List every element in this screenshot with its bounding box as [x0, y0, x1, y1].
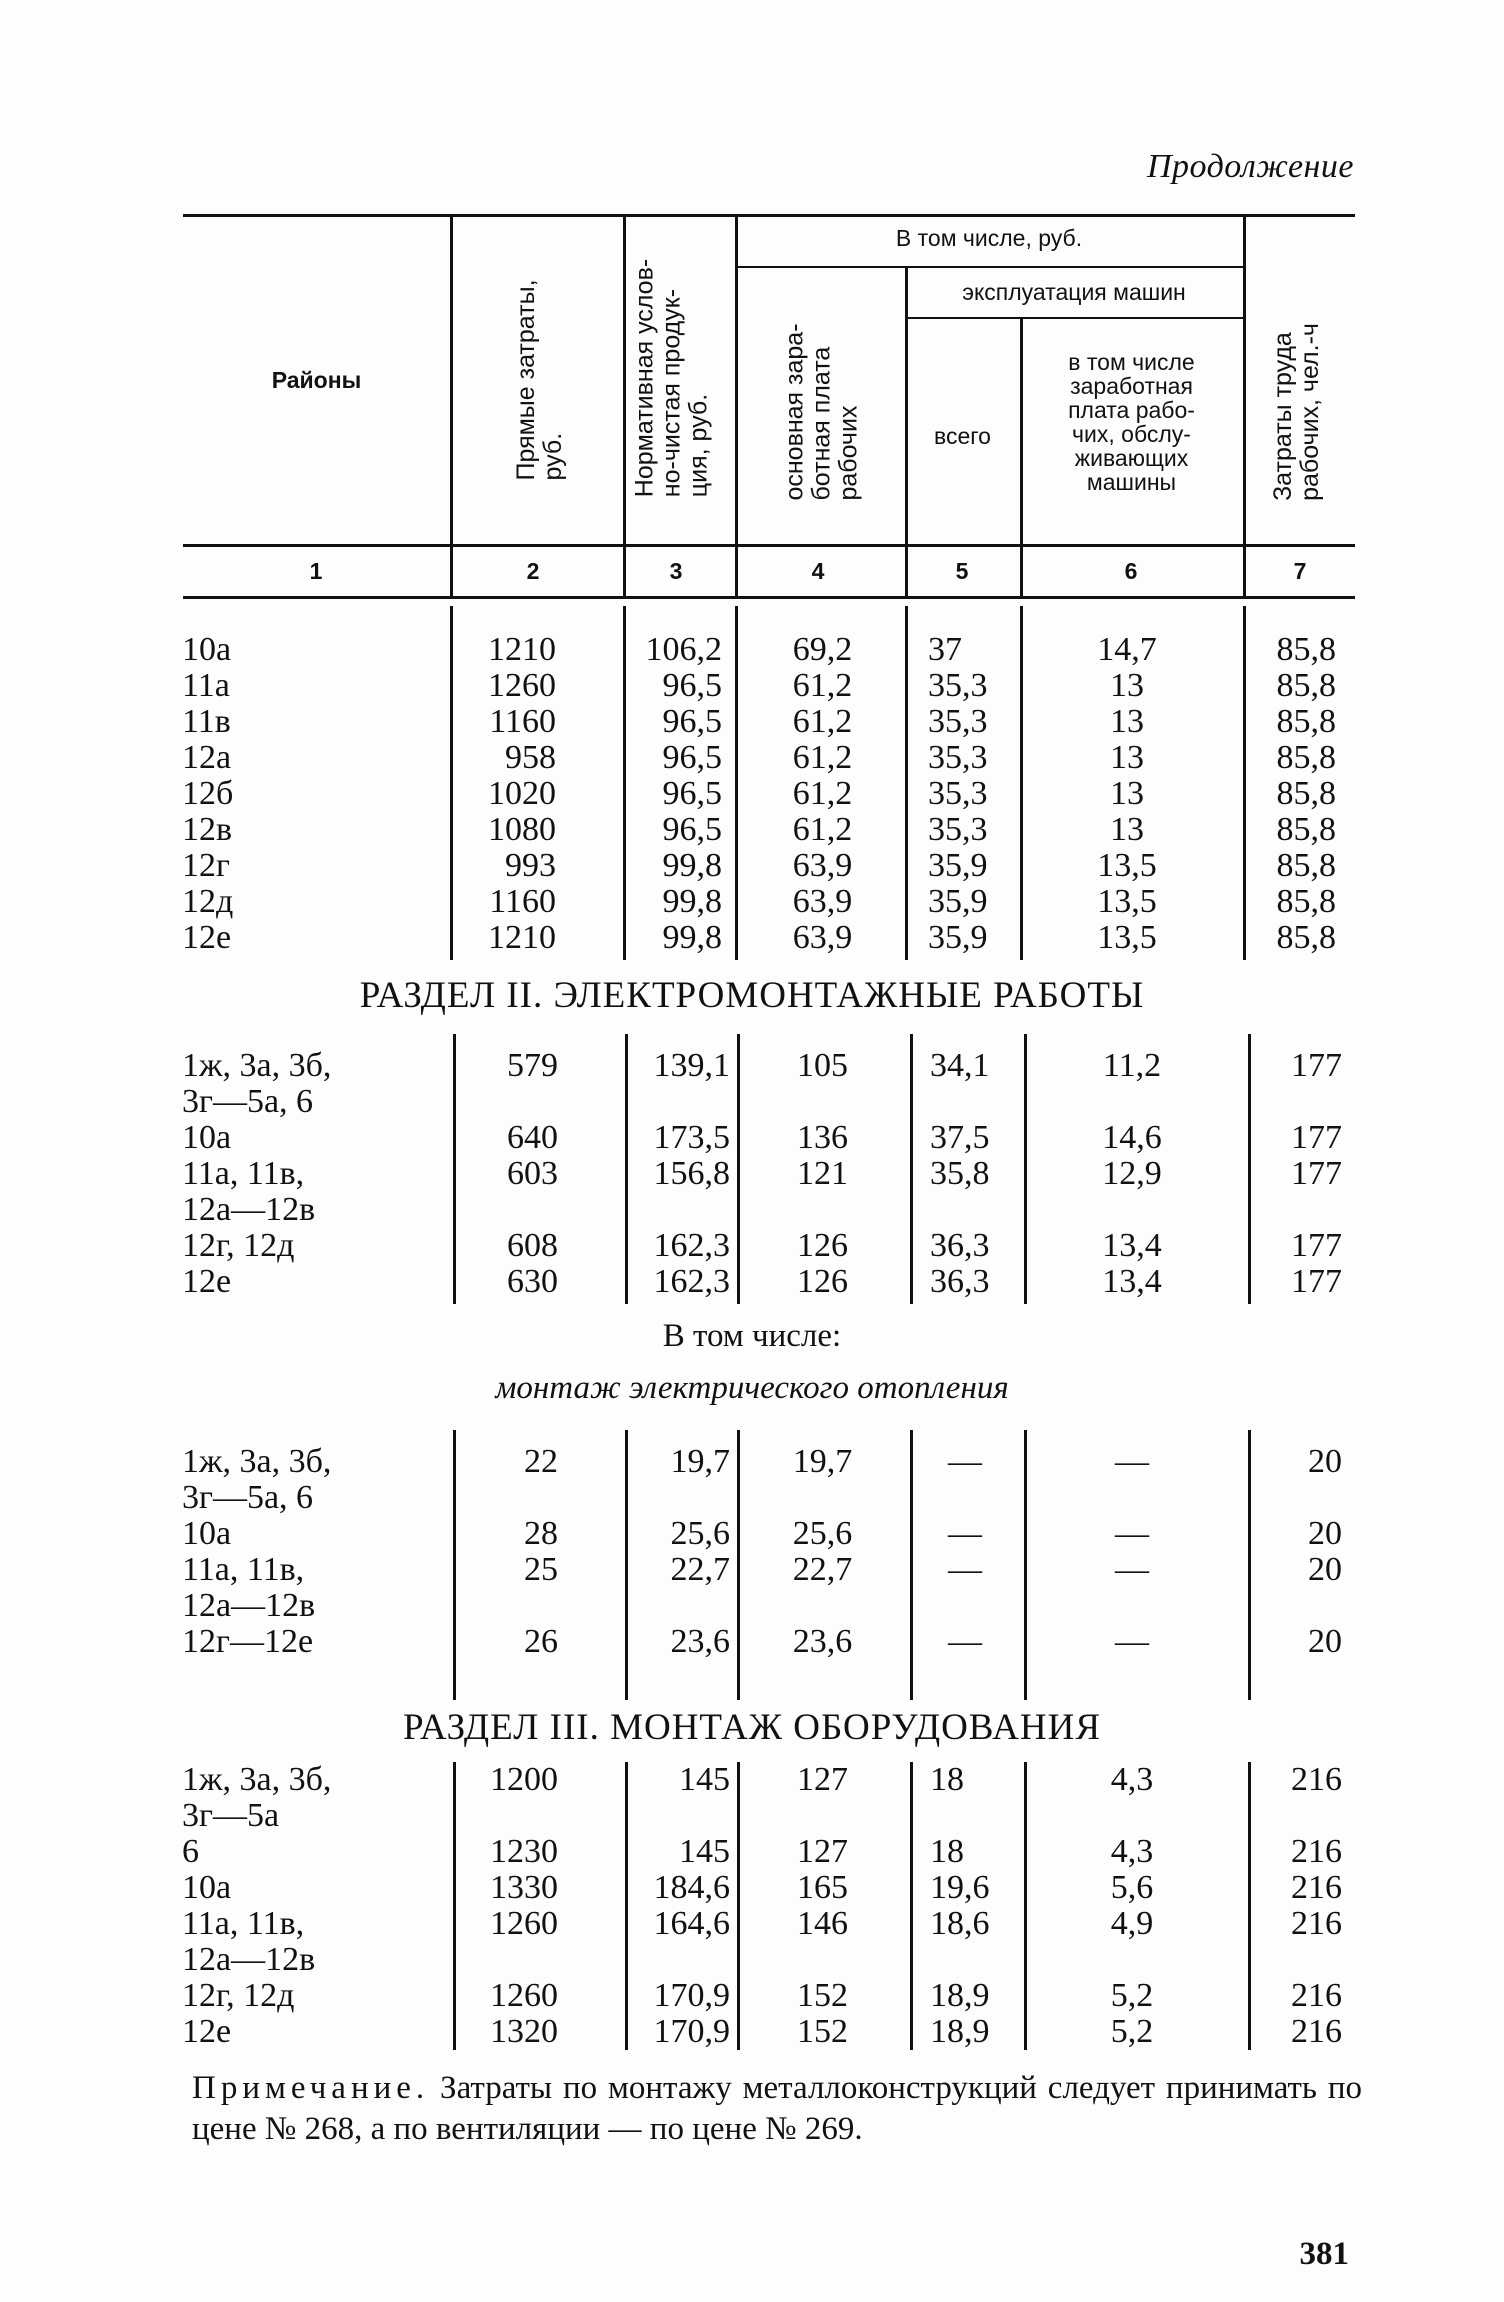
table-row: [0, 2014, 1504, 2050]
cell-direct-costs: 1260: [490, 1905, 558, 1942]
cell-machine-total: —: [948, 1623, 982, 1660]
cell-machine-total: 18,9: [930, 2013, 990, 2050]
cell-district: 12а: [182, 739, 232, 776]
cell-direct-costs: 579: [507, 1047, 558, 1084]
cell-basic-wage: 61,2: [792, 667, 853, 704]
cell-basic-wage: 126: [797, 1227, 848, 1264]
cell-district: 11а, 11в,: [182, 1551, 305, 1588]
cell-district: 11а, 11в,: [182, 1905, 305, 1942]
cell-machine-wage: 13,5: [1097, 883, 1157, 920]
col-divider: [623, 214, 626, 596]
cell-district: 12е: [182, 2013, 232, 2050]
footnote: [192, 2068, 1362, 2150]
table-row: [0, 1942, 1504, 1978]
cell-direct-costs: 1260: [490, 1977, 558, 2014]
cell-machine-total: 36,3: [930, 1263, 990, 1300]
cell-labor-costs: 20: [1308, 1551, 1342, 1588]
cell-machine-total: —: [948, 1443, 982, 1480]
cell-labor-costs: 216: [1291, 1869, 1342, 1906]
cell-basic-wage: 63,9: [792, 883, 853, 920]
cell-labor-costs: 216: [1291, 1761, 1342, 1798]
cell-normative-product: 173,5: [653, 1119, 730, 1156]
cell-district: 1ж, 3а, 3б,: [182, 1443, 332, 1480]
cell-labor-costs: 20: [1308, 1623, 1342, 1660]
cell-machine-wage: 13,4: [1102, 1263, 1162, 1300]
column-number: 3: [669, 558, 683, 584]
table-row: [0, 1192, 1504, 1228]
cell-district: 11а: [182, 667, 230, 704]
cell-labor-costs: 216: [1291, 1833, 1342, 1870]
cell-basic-wage: 63,9: [792, 847, 853, 884]
cell-district: 12в: [182, 811, 233, 848]
cell-normative-product: 106,2: [645, 631, 722, 668]
cell-district: 12г: [182, 847, 230, 884]
cell-normative-product: 96,5: [662, 775, 722, 812]
cell-direct-costs: 1260: [488, 667, 556, 704]
cell-direct-costs: 1160: [489, 883, 556, 920]
header-normative-product: Нормативная услов- но-чистая продук- ция, руб.: [630, 258, 713, 498]
cell-district: 12а—12в: [182, 1941, 316, 1978]
cell-basic-wage: 63,9: [792, 919, 853, 956]
page-number: 381: [1299, 2236, 1349, 2272]
cell-labor-costs: 85,8: [1276, 847, 1336, 884]
cell-direct-costs: 1330: [490, 1869, 558, 1906]
cell-machine-wage: 13,4: [1102, 1227, 1162, 1264]
cell-district: 11а, 11в,: [182, 1155, 305, 1192]
table-row: [0, 1834, 1504, 1870]
cell-machine-total: 35,8: [930, 1155, 990, 1192]
table-row: [0, 1228, 1504, 1264]
cell-basic-wage: 146: [797, 1905, 848, 1942]
cell-labor-costs: 216: [1291, 1905, 1342, 1942]
cell-normative-product: 99,8: [662, 883, 722, 920]
cell-machine-wage: 13: [1110, 739, 1144, 776]
cell-labor-costs: 177: [1291, 1227, 1342, 1264]
cell-machine-total: 35,9: [928, 919, 988, 956]
table-row: [0, 1552, 1504, 1588]
cell-machine-wage: 5,6: [1110, 1869, 1154, 1906]
cell-labor-costs: 177: [1291, 1155, 1342, 1192]
cell-district: 12г—12е: [182, 1623, 314, 1660]
header-including: В том числе, руб.: [895, 225, 1083, 251]
cell-normative-product: 23,6: [670, 1623, 730, 1660]
cell-machine-wage: 13,5: [1097, 847, 1157, 884]
cell-normative-product: 145: [679, 1761, 730, 1798]
cell-machine-wage: 14,6: [1102, 1119, 1162, 1156]
cell-normative-product: 164,6: [653, 1905, 730, 1942]
cell-district: 10а: [182, 1515, 232, 1552]
cell-machine-total: 19,6: [930, 1869, 990, 1906]
cell-machine-total: 35,3: [928, 703, 988, 740]
cell-machine-total: 34,1: [930, 1047, 990, 1084]
cell-district: 1ж, 3а, 3б,: [182, 1761, 332, 1798]
cell-district: 10а: [182, 1119, 232, 1156]
cell-machine-total: 36,3: [930, 1227, 990, 1264]
table-row: [0, 1798, 1504, 1834]
cell-direct-costs: 1020: [488, 775, 556, 812]
col-divider: [450, 214, 453, 596]
cell-district: 3г—5а: [182, 1797, 280, 1834]
cell-machine-total: 35,9: [928, 847, 988, 884]
cell-machine-total: 35,3: [928, 739, 988, 776]
table-row: [0, 1624, 1504, 1660]
cell-machine-total: 18,9: [930, 1977, 990, 2014]
cell-direct-costs: 993: [505, 847, 556, 884]
including-rule: [735, 266, 1243, 268]
cell-labor-costs: 85,8: [1276, 775, 1336, 812]
cell-machine-total: —: [948, 1551, 982, 1588]
table-row: [0, 1264, 1504, 1300]
note-label: Примечание.: [192, 2070, 430, 2106]
column-number: 2: [526, 558, 540, 584]
table-row: [0, 884, 1504, 920]
cell-district: 10а: [182, 1869, 232, 1906]
header-basic-wage: основная зара- ботная плата рабочих: [780, 323, 863, 501]
cell-district: 12д: [182, 883, 234, 920]
cell-machine-total: —: [948, 1515, 982, 1552]
cell-basic-wage: 61,2: [792, 703, 853, 740]
cell-normative-product: 156,8: [653, 1155, 730, 1192]
cell-direct-costs: 1210: [488, 919, 556, 956]
cell-basic-wage: 152: [797, 1977, 848, 2014]
cell-basic-wage: 61,2: [792, 775, 853, 812]
cell-machine-total: 18: [930, 1761, 964, 1798]
cell-machine-wage: 11,2: [1102, 1047, 1162, 1084]
cell-direct-costs: 26: [524, 1623, 558, 1660]
note-text: Затраты по монтажу металлоконструкций следует принимать по цене № 268, а по вентиляции — по цене № 269.: [192, 2070, 1363, 2147]
cell-labor-costs: 85,8: [1276, 739, 1336, 776]
cell-machine-wage: 4,3: [1110, 1761, 1154, 1798]
cell-basic-wage: 126: [797, 1263, 848, 1300]
cell-machine-wage: 14,7: [1097, 631, 1157, 668]
cell-machine-total: 37,5: [930, 1119, 990, 1156]
cell-machine-wage: 5,2: [1110, 1977, 1154, 2014]
cell-district: 10а: [182, 631, 232, 668]
cell-normative-product: 162,3: [653, 1227, 730, 1264]
cell-machine-wage: 13: [1110, 667, 1144, 704]
cell-basic-wage: 127: [797, 1761, 848, 1798]
header-bottom-rule: [183, 544, 1355, 547]
cell-normative-product: 170,9: [653, 2013, 730, 2050]
cell-district: 12б: [182, 775, 234, 812]
cell-labor-costs: 85,8: [1276, 667, 1336, 704]
cell-direct-costs: 22: [524, 1443, 558, 1480]
header-total: всего: [934, 423, 991, 449]
column-number: 4: [811, 558, 825, 584]
cell-labor-costs: 85,8: [1276, 703, 1336, 740]
table-row: [0, 1156, 1504, 1192]
table-row: [0, 776, 1504, 812]
cell-labor-costs: 85,8: [1276, 631, 1336, 668]
cell-machine-wage: 12,9: [1102, 1155, 1162, 1192]
table-row: [0, 1588, 1504, 1624]
cell-basic-wage: 19,7: [792, 1443, 853, 1480]
cell-district: 6: [182, 1833, 199, 1870]
cell-normative-product: 96,5: [662, 739, 722, 776]
column-number: 5: [955, 558, 969, 584]
colnum-rule: [183, 596, 1355, 599]
cell-normative-product: 22,7: [670, 1551, 730, 1588]
cell-normative-product: 170,9: [653, 1977, 730, 2014]
header-direct-costs: Прямые затраты, руб.: [512, 279, 567, 481]
cell-labor-costs: 177: [1291, 1263, 1342, 1300]
cell-direct-costs: 25: [524, 1551, 558, 1588]
cell-district: 12а—12в: [182, 1587, 316, 1624]
cell-labor-costs: 216: [1291, 2013, 1342, 2050]
cell-machine-total: 35,9: [928, 883, 988, 920]
table-row: [0, 1084, 1504, 1120]
cell-machine-wage: 4,9: [1110, 1905, 1154, 1942]
cell-direct-costs: 640: [507, 1119, 558, 1156]
cell-basic-wage: 165: [797, 1869, 848, 1906]
cell-machine-wage: —: [1115, 1443, 1149, 1480]
header-districts: Районы: [271, 367, 362, 393]
cell-direct-costs: 1200: [490, 1761, 558, 1798]
cell-direct-costs: 608: [507, 1227, 558, 1264]
machine-rule: [905, 317, 1243, 319]
section-3-title: РАЗДЕЛ III. МОНТАЖ ОБОРУДОВАНИЯ: [403, 1707, 1101, 1748]
column-number: 1: [309, 558, 323, 584]
cell-direct-costs: 28: [524, 1515, 558, 1552]
cell-district: 12е: [182, 1263, 232, 1300]
col-divider: [735, 214, 738, 596]
cell-normative-product: 184,6: [653, 1869, 730, 1906]
table-row: [0, 668, 1504, 704]
table-row: [0, 1516, 1504, 1552]
cell-normative-product: 139,1: [653, 1047, 730, 1084]
cell-normative-product: 99,8: [662, 847, 722, 884]
cell-labor-costs: 85,8: [1276, 811, 1336, 848]
cell-normative-product: 99,8: [662, 919, 722, 956]
table-row: [0, 1762, 1504, 1798]
cell-basic-wage: 61,2: [792, 811, 853, 848]
cell-machine-total: 35,3: [928, 811, 988, 848]
cell-labor-costs: 20: [1308, 1515, 1342, 1552]
cell-district: 12г, 12д: [182, 1227, 295, 1264]
table-row: [0, 1048, 1504, 1084]
cell-district: 12а—12в: [182, 1191, 316, 1228]
table-row: [0, 704, 1504, 740]
column-number: 6: [1124, 558, 1138, 584]
cell-district: 12г, 12д: [182, 1977, 295, 2014]
cell-direct-costs: 1160: [489, 703, 556, 740]
table-row: [0, 812, 1504, 848]
cell-basic-wage: 127: [797, 1833, 848, 1870]
cell-basic-wage: 61,2: [792, 739, 853, 776]
including-caption: В том числе:: [662, 1318, 842, 1354]
table-row: [0, 1978, 1504, 2014]
cell-basic-wage: 25,6: [792, 1515, 853, 1552]
cell-direct-costs: 1080: [488, 811, 556, 848]
table-row: [0, 1906, 1504, 1942]
table-row: [0, 920, 1504, 956]
cell-basic-wage: 136: [797, 1119, 848, 1156]
cell-district: 12е: [182, 919, 232, 956]
cell-labor-costs: 85,8: [1276, 919, 1336, 956]
cell-normative-product: 145: [679, 1833, 730, 1870]
table-row: [0, 1120, 1504, 1156]
col-divider: [1243, 214, 1246, 596]
cell-machine-total: 37: [928, 631, 962, 668]
cell-labor-costs: 216: [1291, 1977, 1342, 2014]
cell-machine-wage: 4,3: [1110, 1833, 1154, 1870]
cell-normative-product: 96,5: [662, 667, 722, 704]
table-row: [0, 632, 1504, 668]
header-top-rule: [183, 214, 1355, 217]
cell-machine-wage: —: [1115, 1515, 1149, 1552]
cell-district: 3г—5а, 6: [182, 1479, 314, 1516]
cell-direct-costs: 1210: [488, 631, 556, 668]
cell-machine-total: 18,6: [930, 1905, 990, 1942]
cell-normative-product: 19,7: [670, 1443, 730, 1480]
cell-basic-wage: 23,6: [792, 1623, 853, 1660]
cell-direct-costs: 1230: [490, 1833, 558, 1870]
cell-normative-product: 96,5: [662, 703, 722, 740]
cell-direct-costs: 1320: [490, 2013, 558, 2050]
cell-machine-wage: 13: [1110, 811, 1144, 848]
cell-labor-costs: 85,8: [1276, 883, 1336, 920]
table-row: [0, 740, 1504, 776]
cell-basic-wage: 152: [797, 2013, 848, 2050]
header-machine-operation: эксплуатация машин: [962, 279, 1186, 305]
section-2-title: РАЗДЕЛ II. ЭЛЕКТРОМОНТАЖНЫЕ РАБОТЫ: [359, 975, 1145, 1016]
table-row: [0, 1480, 1504, 1516]
column-number: 7: [1293, 558, 1307, 584]
cell-machine-wage: —: [1115, 1551, 1149, 1588]
cell-direct-costs: 630: [507, 1263, 558, 1300]
subsection-title: монтаж электрического отопления: [495, 1370, 1009, 1406]
cell-labor-costs: 177: [1291, 1047, 1342, 1084]
table-row: [0, 1444, 1504, 1480]
header-labor-costs: Затраты труда рабочих, чел.-ч: [1269, 323, 1324, 501]
cell-normative-product: 25,6: [670, 1515, 730, 1552]
cell-normative-product: 162,3: [653, 1263, 730, 1300]
table-row: [0, 1870, 1504, 1906]
cell-machine-total: 18: [930, 1833, 964, 1870]
cell-basic-wage: 105: [797, 1047, 848, 1084]
cell-basic-wage: 22,7: [792, 1551, 853, 1588]
cell-normative-product: 96,5: [662, 811, 722, 848]
cell-basic-wage: 121: [797, 1155, 848, 1192]
cell-machine-wage: —: [1115, 1623, 1149, 1660]
cell-direct-costs: 603: [507, 1155, 558, 1192]
cell-district: 3г—5а, 6: [182, 1083, 314, 1120]
cell-labor-costs: 177: [1291, 1119, 1342, 1156]
cell-machine-wage: 13,5: [1097, 919, 1157, 956]
cell-machine-total: 35,3: [928, 667, 988, 704]
cell-district: 11в: [182, 703, 231, 740]
table-row: [0, 848, 1504, 884]
cell-machine-wage: 5,2: [1110, 2013, 1154, 2050]
cell-machine-wage: 13: [1110, 775, 1144, 812]
cell-basic-wage: 69,2: [792, 631, 853, 668]
cell-district: 1ж, 3а, 3б,: [182, 1047, 332, 1084]
cell-machine-wage: 13: [1110, 703, 1144, 740]
cell-machine-total: 35,3: [928, 775, 988, 812]
cell-direct-costs: 958: [505, 739, 556, 776]
cell-labor-costs: 20: [1308, 1443, 1342, 1480]
header-incl-wage: в том числе заработная плата рабо- чих, обслу- живающих машины: [1068, 349, 1195, 495]
continuation-label: Продолжение: [1146, 148, 1354, 185]
